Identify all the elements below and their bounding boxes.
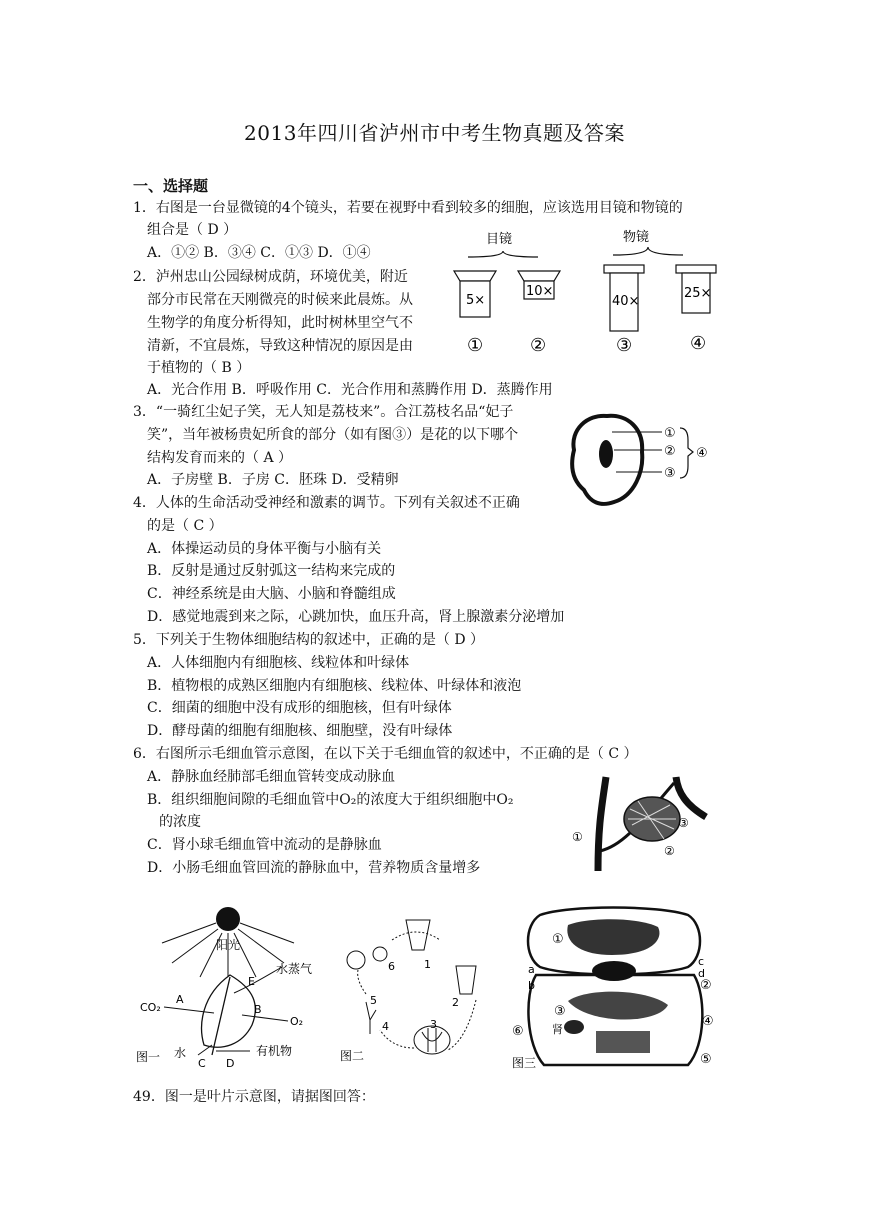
q4-option-c: C．神经系统是由大脑、小脑和脊髓组成 (147, 586, 396, 602)
flower-stage-6b (373, 947, 387, 961)
q5-option-d: D．酵母菌的细胞有细胞核、细胞壁，没有叶绿体 (147, 723, 453, 739)
capillary-label-3: ③ (678, 816, 689, 830)
figure-1-caption: 图一 (136, 1050, 161, 1064)
fruit-label-1: ① (664, 426, 676, 441)
organ-label-6: ⑥ (512, 1024, 524, 1039)
capillary-figure (566, 775, 716, 875)
lens-4-num: ④ (690, 333, 707, 354)
q6-option-b: B．组织细胞间隙的毛细血管中O₂的浓度大于组织细胞中O₂ (147, 792, 514, 808)
o2-label: O₂ (290, 1015, 304, 1028)
q3-text-cont: 笑”，当年被杨贵妃所食的部分（如有图③）是花的以下哪个 (147, 427, 519, 443)
lychee-fruit-figure (562, 410, 722, 510)
letter-d: D (226, 1057, 235, 1070)
q1-text: 1．右图是一台显微镜的4个镜头，若要在视野中看到较多的细胞，应该选用目镜和物镜的 (133, 200, 683, 216)
q5-option-c: C．细菌的细胞中没有成形的细胞核，但有叶绿体 (147, 700, 452, 716)
kidney-label: 肾 (552, 1023, 563, 1036)
seed (599, 440, 613, 468)
vessel-label-b: b (528, 979, 535, 992)
q5-option-a: A．人体细胞内有细胞核、线粒体和叶绿体 (147, 655, 410, 671)
lens-3-num: ③ (616, 335, 633, 355)
q5-text: 5．下列关于生物体细胞结构的叙述中，正确的是（ D ） (133, 632, 485, 648)
vessel-label-d: d (698, 967, 705, 980)
q2-text-cont: 生物学的角度分析得知，此时树林里空气不 (147, 315, 413, 331)
q4-option-b: B．反射是通过反射弧这一结构来完成的 (147, 563, 396, 579)
q2-options: A．光合作用 B．呼吸作用 C．光合作用和蒸腾作用 D．蒸腾作用 (147, 382, 553, 398)
fruit-brace (680, 428, 693, 478)
lens-1-mag: 5× (466, 293, 486, 308)
q4-text-cont: 的是（ C ） (147, 518, 223, 534)
lens-4-mag: 25× (684, 286, 712, 301)
q3-options: A．子房壁 B．子房 C．胚珠 D．受精卵 (147, 472, 399, 488)
q1-text-cont: 组合是（ D ） (147, 222, 238, 238)
organ-label-5: ⑤ (700, 1052, 712, 1067)
q4-option-a: A．体操运动员的身体平衡与小脑有关 (147, 541, 382, 557)
intestine-shape (596, 1031, 650, 1053)
q6-text: 6．右图所示毛细血管示意图，在以下关于毛细血管的叙述中，不正确的是（ C ） (133, 746, 638, 762)
eyepiece-label: 目镜 (486, 232, 513, 247)
capillary-label-1: ① (572, 830, 583, 844)
vessel-right (676, 777, 706, 817)
q5-option-b: B．植物根的成熟区细胞内有细胞核、线粒体、叶绿体和液泡 (147, 678, 522, 694)
q3-text: 3．“一骑红尘妃子笑，无人知是荔枝来”。合江荔枝名品“妃子 (133, 404, 514, 420)
stage-num-1: 1 (424, 958, 431, 971)
figure-3-caption: 图三 (512, 1056, 537, 1070)
figure-1-leaf (132, 905, 337, 1070)
lens-2-mag: 10× (526, 284, 554, 299)
stage-num-3: 3 (430, 1018, 437, 1031)
vessel-label-a: a (528, 963, 535, 976)
flower-stage-6a (347, 951, 365, 969)
arrow-e (234, 967, 282, 993)
vessel-left (598, 777, 606, 871)
q2-text-cont: 清新，不宜晨炼，导致这种情况的原因是由 (147, 338, 413, 354)
q2-text: 2．泸州忠山公园绿树成荫，环境优美，附近 (133, 269, 408, 285)
q6-option-b-cont: 的浓度 (159, 814, 201, 830)
lens-2-num: ② (530, 335, 547, 355)
q2-text-cont: 于植物的（ B ） (147, 360, 251, 376)
flower-stage-2 (456, 966, 476, 994)
fruit-label-4: ④ (696, 446, 708, 461)
vessel-label-c: c (698, 955, 705, 968)
figure-2-lifecycle (336, 910, 496, 1070)
eyepiece-2-rim (518, 271, 560, 281)
sunlight-label: 阳光 (216, 938, 241, 952)
water-label: 水 (174, 1046, 187, 1060)
q4-text: 4．人体的生命活动受神经和激素的调节。下列有关叙述不正确 (133, 495, 520, 511)
q6-option-c: C．肾小球毛细血管中流动的是静脉血 (147, 837, 382, 853)
q6-option-d: D．小肠毛细血管回流的静脉血中，营养物质含量增多 (147, 860, 481, 876)
co2-label: CO₂ (140, 1001, 161, 1014)
organ-label-4: ④ (702, 1014, 714, 1029)
q3-text-cont: 结构发育而来的（ A ） (147, 450, 293, 466)
organ-label-3: ③ (554, 1004, 566, 1019)
organic-label: 有机物 (256, 1044, 293, 1058)
stage-num-2: 2 (452, 996, 459, 1009)
stage-num-4: 4 (382, 1020, 389, 1033)
fruit-label-2: ② (664, 444, 676, 459)
objective-label: 物镜 (623, 230, 650, 245)
heart-shape (592, 961, 636, 981)
letter-e: E (248, 975, 255, 988)
organ-label-1: ① (552, 932, 564, 947)
objective-3-cap (604, 265, 644, 273)
q4-option-d: D．感觉地震到来之际，心跳加快，血压升高，肾上腺激素分泌增加 (147, 609, 565, 625)
eyepiece-1-rim (454, 271, 496, 281)
fruit-label-3: ③ (664, 466, 676, 481)
figure-2-caption: 图二 (340, 1049, 365, 1063)
q6-option-a: A．静脉血经肺部毛细血管转变成动脉血 (147, 769, 396, 785)
figure-3-organs (508, 905, 723, 1073)
arrow-c (198, 1045, 212, 1055)
microscope-lens-figure (448, 225, 738, 355)
capillary-label-2: ② (664, 844, 675, 858)
letter-b: B (254, 1003, 262, 1016)
organ-label-2: ② (700, 978, 712, 993)
letter-a: A (176, 993, 184, 1006)
vapor-label: 水蒸气 (276, 962, 313, 976)
page-title: 2013年四川省泸州市中考生物真题及答案 (244, 121, 625, 145)
eyepiece-brace (468, 251, 538, 257)
q2-text-cont: 部分市民常在天刚微亮的时候来此晨炼。从 (147, 292, 413, 308)
section-heading-choice: 一、选择题 (133, 177, 209, 195)
q1-options: A．①② B．③④ C．①③ D．①④ (147, 245, 371, 261)
sun-icon (216, 907, 240, 931)
lens-3-mag: 40× (612, 294, 640, 309)
q49-text: 49．图一是叶片示意图，请据图回答： (133, 1089, 375, 1105)
stage-num-5: 5 (370, 994, 377, 1007)
objective-brace (613, 247, 683, 255)
flower-stage-1 (406, 920, 430, 950)
kidney-shape (564, 1020, 584, 1034)
lens-1-num: ① (467, 335, 484, 355)
letter-c: C (198, 1057, 206, 1070)
stage-num-6: 6 (388, 960, 395, 973)
objective-4-cap (676, 265, 716, 273)
